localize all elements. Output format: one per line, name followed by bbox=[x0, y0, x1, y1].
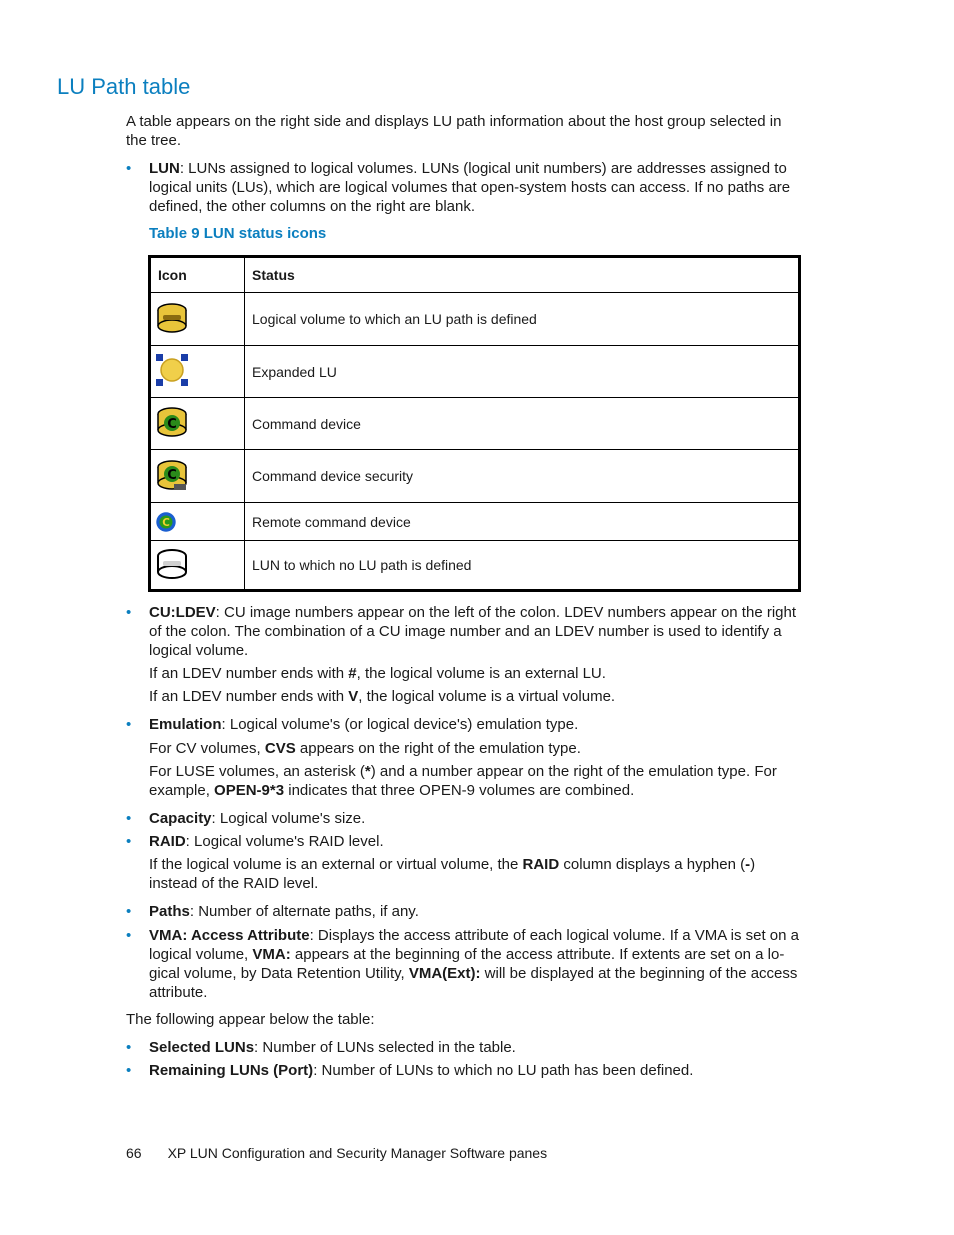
term-selected-luns: Selected LUNs bbox=[149, 1039, 255, 1056]
table-row bbox=[150, 503, 800, 541]
bullet-dot-icon: • bbox=[126, 833, 132, 850]
bullet-dot-icon: • bbox=[126, 927, 132, 944]
section-heading: LU Path table bbox=[57, 74, 191, 99]
status-cell: Logical volume to which an LU path is defined bbox=[245, 293, 800, 346]
below-table-intro: The following appear below the table: bbox=[126, 1011, 375, 1028]
bullet-dot-icon: • bbox=[126, 604, 132, 621]
bullet-dot-icon: • bbox=[126, 1062, 132, 1079]
emulation-note-cv: For CV volumes, CVS appears on the right of the emulation type. bbox=[149, 740, 581, 757]
expanded-lu-icon bbox=[155, 353, 189, 387]
status-cell: LUN to which no LU path is defined bbox=[245, 541, 800, 591]
status-cell: Remote command device bbox=[245, 503, 800, 541]
logical-volume-icon bbox=[155, 301, 189, 335]
bullet-culdev bbox=[126, 603, 806, 660]
desc-paths: : Number of alternate paths, if any. bbox=[189, 903, 419, 920]
emulation-note-luse: For LUSE volumes, an asterisk (*) and a number appear on the right of the emulation type. For example, OPEN-9*3 indicates that three OPEN-9 volumes are combined. bbox=[149, 763, 777, 799]
svg-text:C: C bbox=[167, 467, 177, 483]
desc-lun: : LUNs assigned to logical volumes. LUNs (logical unit numbers) are addresses assigned to logical units (LUs), which are logical volumes that open-system hosts can access. If no paths are defined, the other columns on the right are blank. bbox=[149, 160, 791, 215]
term-remaining-luns: Remaining LUNs (Port) bbox=[149, 1062, 314, 1079]
bullet-emulation bbox=[126, 715, 806, 734]
bullet-dot-icon: • bbox=[126, 903, 132, 920]
raid-note: If the logical volume is an external or virtual volume, the RAID column displays a hyphen (-) instead of the RAID level. bbox=[149, 856, 756, 892]
desc-remaining-luns: : Number of LUNs to which no LU path has been defined. bbox=[313, 1062, 694, 1079]
bullet-vma: • VMA: Access Attribute: Displays the access attribute of each logical volume. If a VMA is set on a logical volume, VMA: appears at the beginning of the access attribute. If extents are set on a lo-gical volume, by Data Retention Utility, VMA(Ext): will be displayed at the beginning of the access attribute. bbox=[126, 927, 799, 1001]
command-device-security-icon bbox=[155, 458, 189, 492]
status-cell: Command device security bbox=[245, 450, 800, 503]
page-number: 66 bbox=[126, 1145, 142, 1161]
table-row bbox=[150, 398, 800, 450]
term-lun: LUN bbox=[149, 160, 180, 177]
table-caption: Table 9 LUN status icons bbox=[149, 225, 327, 242]
bullet-dot-icon: • bbox=[126, 1039, 132, 1056]
bullet-remaining-luns bbox=[126, 1061, 806, 1080]
term-vma: VMA: Access Attribute bbox=[149, 927, 310, 944]
bullet-raid bbox=[126, 832, 806, 851]
status-cell: Expanded LU bbox=[245, 346, 800, 398]
footer-title: XP LUN Configuration and Security Manager Software panes bbox=[167, 1145, 548, 1161]
page-footer bbox=[126, 1145, 547, 1161]
term-paths: Paths bbox=[149, 903, 190, 920]
table-row bbox=[150, 293, 800, 346]
remote-command-device-icon bbox=[155, 511, 177, 533]
svg-text:C: C bbox=[162, 516, 170, 529]
bullet-lun bbox=[126, 159, 806, 216]
header-status: Status bbox=[245, 257, 800, 293]
term-raid: RAID bbox=[149, 833, 186, 850]
bullet-dot-icon: • bbox=[126, 716, 132, 733]
desc-raid: : Logical volume's RAID level. bbox=[185, 833, 384, 850]
bullet-capacity bbox=[126, 809, 806, 828]
culdev-note-hash: If an LDEV number ends with #, the logical volume is an external LU. bbox=[149, 665, 606, 682]
term-emulation: Emulation bbox=[149, 716, 222, 733]
term-culdev: CU:LDEV bbox=[149, 604, 216, 621]
command-device-icon bbox=[155, 405, 189, 439]
intro-paragraph: A table appears on the right side and displays LU path information about the host group selected in the tree. bbox=[126, 113, 782, 149]
table-row bbox=[150, 346, 800, 398]
status-cell: Command device bbox=[245, 398, 800, 450]
culdev-note-v: If an LDEV number ends with V, the logical volume is a virtual volume. bbox=[149, 688, 616, 705]
undefined-lun-icon bbox=[155, 547, 189, 581]
svg-text:C: C bbox=[167, 417, 177, 432]
table-row bbox=[150, 541, 800, 591]
header-icon: Icon bbox=[150, 257, 245, 293]
bullet-dot-icon: • bbox=[126, 160, 132, 177]
table-row bbox=[150, 450, 800, 503]
desc-emulation: : Logical volume's (or logical device's) emulation type. bbox=[221, 716, 579, 733]
desc-capacity: : Logical volume's size. bbox=[211, 810, 366, 827]
bullet-paths bbox=[126, 902, 806, 921]
bullet-selected-luns bbox=[126, 1038, 806, 1057]
lun-status-table bbox=[148, 255, 801, 592]
desc-culdev: : CU image numbers appear on the left of the colon. LDEV numbers appear on the right of the colon. The combination of a CU image number and an LDEV number is used to identify a logical volume. bbox=[149, 604, 797, 659]
term-capacity: Capacity bbox=[149, 810, 212, 827]
bullet-dot-icon: • bbox=[126, 810, 132, 827]
desc-selected-luns: : Number of LUNs selected in the table. bbox=[254, 1039, 516, 1056]
